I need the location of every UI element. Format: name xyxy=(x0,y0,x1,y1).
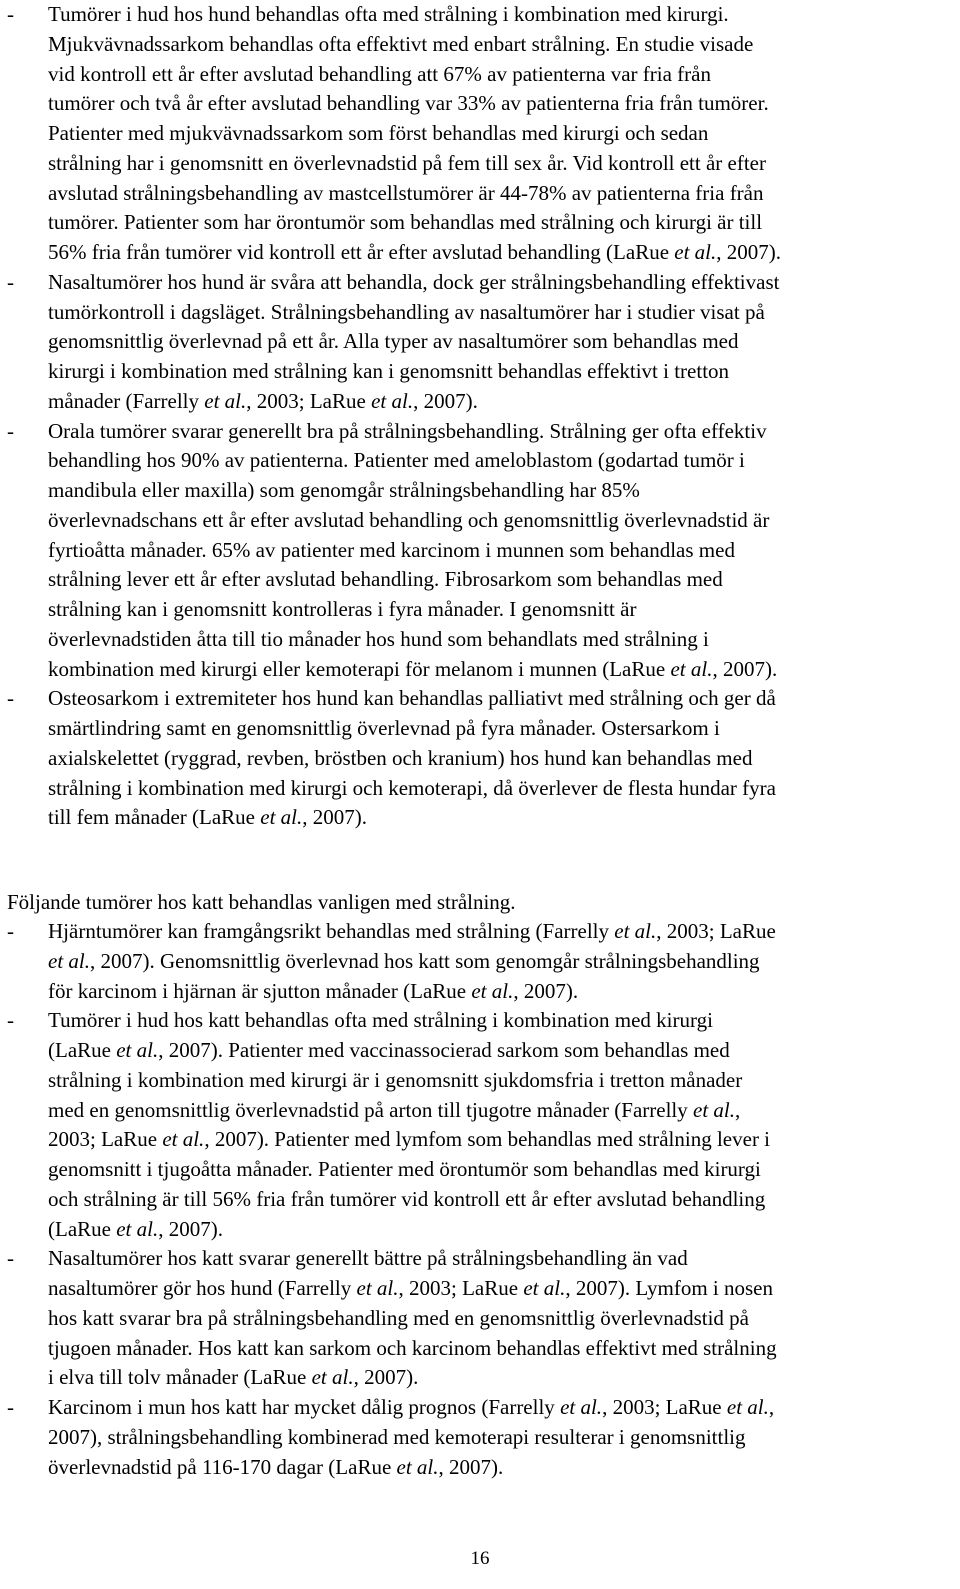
text-line: med en genomsnittlig överlevnadstid på arton till tjugotre månader (Farrelly et al., xyxy=(48,1097,741,1122)
text-line: smärtlindring samt en genomsnittlig överlevnad på fyra månader. Ostersarkom i xyxy=(48,716,720,740)
text-line: Nasaltumörer hos katt svarar generellt bättre på strålningsbehandling än vad xyxy=(48,1246,688,1271)
text-line: Karcinom i mun hos katt har mycket dålig prognos (Farrelly et al., 2003; LaRue et al., xyxy=(48,1395,775,1419)
cat-intro-paragraph: Följande tumörer hos katt behandlas vanligen med strålning. xyxy=(7,890,516,914)
list-item xyxy=(0,684,960,833)
text-line: överlevnadstid på 116-170 dagar (LaRue et al., 2007). xyxy=(48,1454,504,1479)
text-line: för karcinom i hjärnan är sjutton månader (LaRue et al., 2007). xyxy=(48,978,579,1003)
text-line: överlevnadstiden åtta till tio månader hos hund som behandlats med strålning i xyxy=(48,626,709,651)
text-line: kirurgi i kombination med strålning kan i genomsnitt behandlas effektivt i tretton xyxy=(48,359,730,383)
list-item-text xyxy=(48,917,960,1006)
text-line: månader (Farrelly et al., 2003; LaRue et al., 2007). xyxy=(48,388,478,413)
bullet-dash: - xyxy=(7,1008,14,1033)
text-line: i elva till tolv månader (LaRue et al., 2007). xyxy=(48,1365,419,1390)
text-line: Nasaltumörer hos hund är svåra att behandla, dock ger strålningsbehandling effektivast xyxy=(48,269,780,294)
text-line: 2003; LaRue et al., 2007). Patienter med lymfom som behandlas med strålning lever i xyxy=(48,1127,771,1152)
text-line: Patienter med mjukvävnadssarkom som först behandlas med kirurgi och sedan xyxy=(48,121,709,145)
text-line: 56% fria från tumörer vid kontroll ett år efter avslutad behandling (LaRue et al., 2007). xyxy=(48,240,782,264)
list-item xyxy=(0,0,960,268)
text-line: avslutad strålningsbehandling av mastcellstumörer är 44-78% av patienterna fria från xyxy=(48,180,764,205)
text-line: et al., 2007). Genomsnittlig överlevnad hos katt som genomgår strålningsbehandling xyxy=(48,948,760,973)
text-line: behandling hos 90% av patienterna. Patienter med ameloblastom (godartad tumör i xyxy=(48,448,745,473)
text-line: 2007), strålningsbehandling kombinerad med kemoterapi resulterar i genomsnittlig xyxy=(48,1424,746,1449)
text-line: tumörer och två år efter avslutad behandling var 33% av patienterna fria från tumörer. xyxy=(48,91,769,116)
bullet-dash: - xyxy=(7,686,14,711)
text-line: kombination med kirurgi eller kemoterapi för melanom i munnen (LaRue et al., 2007). xyxy=(48,656,778,681)
text-line: Osteosarkom i extremiteter hos hund kan behandlas palliativt med strålning och ger då xyxy=(48,686,776,711)
text-line: överlevnadschans ett år efter avslutad behandling och genomsnittlig överlevnadstid är xyxy=(48,507,770,532)
list-item-text xyxy=(48,417,960,685)
cat-tumor-list xyxy=(0,917,960,1482)
text-line: strålning kan i genomsnitt kontrolleras i fyra månader. I genomsnitt är xyxy=(48,597,637,621)
text-line: Orala tumörer svarar generellt bra på strålningsbehandling. Strålning ger ofta effektiv xyxy=(48,418,767,443)
text-line: strålning i kombination med kirurgi är i genomsnitt sjukdomsfria i tretton månader xyxy=(48,1067,743,1092)
list-item-text xyxy=(48,1244,960,1393)
bullet-dash: - xyxy=(7,418,14,443)
text-line: Mjukvävnadssarkom behandlas ofta effektivt med enbart strålning. En studie visade xyxy=(48,31,754,56)
bullet-dash: - xyxy=(7,2,14,26)
list-item-text xyxy=(48,268,960,417)
text-line: mandibula eller maxilla) som genomgår strålningsbehandling har 85% xyxy=(48,478,640,502)
list-item xyxy=(0,1006,960,1244)
list-item-text xyxy=(48,684,960,833)
text-line: nasaltumörer gör hos hund (Farrelly et al., 2003; LaRue et al., 2007). Lymfom i nosen xyxy=(48,1276,773,1300)
list-item-text xyxy=(48,1393,960,1482)
text-line: strålning i kombination med kirurgi och kemoterapi, då överlever de flesta hundar fyra xyxy=(48,775,776,800)
text-line: tjugoen månader. Hos katt kan sarkom och karcinom behandlas effektivt med strålning xyxy=(48,1335,777,1360)
list-item xyxy=(0,417,960,685)
text-line: Tumörer i hud hos katt behandlas ofta med strålning i kombination med kirurgi xyxy=(48,1008,713,1033)
bullet-dash: - xyxy=(7,919,14,943)
text-line: tumörkontroll i dagsläget. Strålningsbehandling av nasaltumörer har i studier visat på xyxy=(48,299,765,324)
text-line: (LaRue et al., 2007). Patienter med vaccinassocierad sarkom som behandlas med xyxy=(48,1038,730,1062)
text-line: genomsnittlig överlevnad på ett år. Alla typer av nasaltumörer som behandlas med xyxy=(48,329,739,354)
list-item xyxy=(0,917,960,1006)
text-line: genomsnitt i tjugoåtta månader. Patienter med örontumör som behandlas med kirurgi xyxy=(48,1157,761,1181)
list-item-text xyxy=(48,1006,960,1244)
text-line: till fem månader (LaRue et al., 2007). xyxy=(48,805,367,830)
text-line: hos katt svarar bra på strålningsbehandling med en genomsnittlig överlevnadstid på xyxy=(48,1305,749,1330)
text-line: strålning har i genomsnitt en överlevnadstid på fem till sex år. Vid kontroll ett år efter xyxy=(48,150,766,175)
text-line: vid kontroll ett år efter avslutad behandling att 67% av patienterna var fria från xyxy=(48,61,711,86)
text-line: axialskelettet (ryggrad, revben, bröstben och kranium) hos hund kan behandlas med xyxy=(48,745,753,770)
text-line: och strålning är till 56% fria från tumörer vid kontroll ett år efter avslutad behandling xyxy=(48,1186,766,1211)
text-line: (LaRue et al., 2007). xyxy=(48,1216,223,1241)
text-line: strålning lever ett år efter avslutad behandling. Fibrosarkom som behandlas med xyxy=(48,567,723,592)
list-item xyxy=(0,1244,960,1393)
list-item xyxy=(0,1393,960,1482)
text-line: fyrtioåtta månader. 65% av patienter med karcinom i munnen som behandlas med xyxy=(48,537,735,562)
bullet-dash: - xyxy=(7,269,14,294)
text-line: Hjärntumörer kan framgångsrikt behandlas med strålning (Farrelly et al., 2003; LaRue xyxy=(48,919,776,943)
bullet-dash: - xyxy=(7,1395,14,1419)
text-line: tumörer. Patienter som har örontumör som behandlas med strålning och kirurgi är till xyxy=(48,210,763,235)
text-line: Tumörer i hud hos hund behandlas ofta med strålning i kombination med kirurgi. xyxy=(48,2,729,26)
list-item xyxy=(0,268,960,417)
page-number: 16 xyxy=(470,1548,490,1569)
list-item-text xyxy=(48,0,960,268)
bullet-dash: - xyxy=(7,1246,14,1271)
